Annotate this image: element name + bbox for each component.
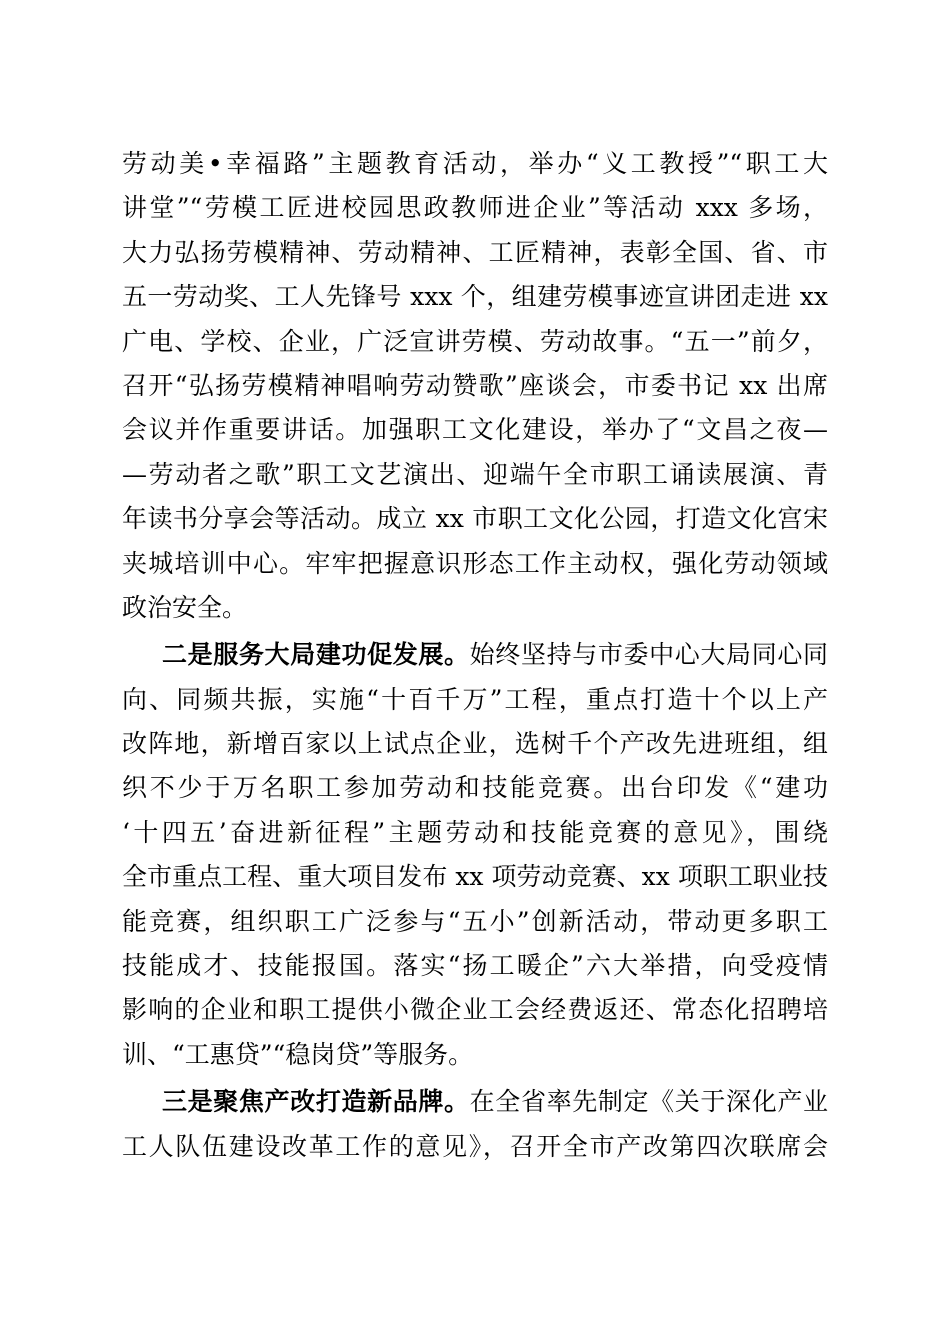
text-line: 改阵地，新增百家以上试点企业，选树千个产改先进班组，组 (122, 729, 828, 759)
text-line: 影响的企业和职工提供小微企业工会经费返还、常态化招聘培 (122, 995, 828, 1025)
paragraph-2 (122, 633, 828, 1077)
text-line: 会议并作重要讲话。加强职工文化建设，举办了“文昌之夜— (122, 415, 828, 445)
text-line: 全市重点工程、重大项目发布 xx 项劳动竞赛、xx 项职工职业技 (122, 862, 828, 892)
text-line: 年读书分享会等活动。成立 xx 市职工文化公园，打造文化宫宋 (122, 504, 828, 534)
text-span: 始终坚持与市委中心大局同心同 (469, 640, 828, 670)
text-line: 政治安全。 (122, 592, 248, 622)
text-line: 大力弘扬劳模精神、劳动精神、工匠精神，表彰全国、省、市 (122, 237, 828, 267)
text-line: 能竞赛，组织职工广泛参与“五小”创新活动，带动更多职工 (122, 906, 828, 936)
text-line: 劳动美•幸福路”主题教育活动，举办“义工教授”“职工大 (122, 149, 828, 178)
text-span: 在全省率先制定《关于深化产业 (469, 1087, 828, 1117)
text-line: 夹城培训中心。牢牢把握意识形态工作主动权，强化劳动领域 (122, 548, 828, 578)
document-page (122, 142, 828, 1169)
text-line: 讲堂”“劳模工匠进校园思政教师进企业”等活动 xxx 多场， (122, 193, 828, 223)
text-line: 广电、学校、企业，广泛宣讲劳模、劳动故事。“五一”前夕， (122, 326, 828, 356)
paragraph-heading: 三是聚焦产改打造新品牌。 (162, 1087, 470, 1117)
text-line (122, 1080, 828, 1124)
text-line: ‘十四五’奋进新征程”主题劳动和技能竞赛的意见》，围绕 (122, 817, 828, 847)
text-line: 训、“工惠贷”“稳岗贷”等服务。 (122, 1039, 474, 1069)
text-line: 织不少于万名职工参加劳动和技能竞赛。出台印发《“建功 (122, 773, 828, 803)
text-line: 技能成才、技能报国。落实“扬工暖企”六大举措，向受疫情 (122, 951, 828, 981)
text-line: 召开“弘扬劳模精神唱响劳动赞歌”座谈会，市委书记 xx 出席 (122, 370, 828, 400)
text-line: 向、同频共振，实施“十百千万”工程，重点打造十个以上产 (122, 684, 828, 714)
paragraph-3 (122, 1080, 828, 1169)
paragraph-heading: 二是服务大局建功促发展。 (162, 640, 470, 670)
text-line: 五一劳动奖、工人先锋号 xxx 个，组建劳模事迹宣讲团走进 xx (122, 282, 828, 312)
paragraph-1 (122, 142, 828, 630)
text-line: 工人队伍建设改革工作的意见》，召开全市产改第四次联席会 (122, 1131, 828, 1161)
text-line (122, 633, 828, 677)
text-line: —劳动者之歌”职工文艺演出、迎端午全市职工诵读展演、青 (122, 459, 828, 489)
